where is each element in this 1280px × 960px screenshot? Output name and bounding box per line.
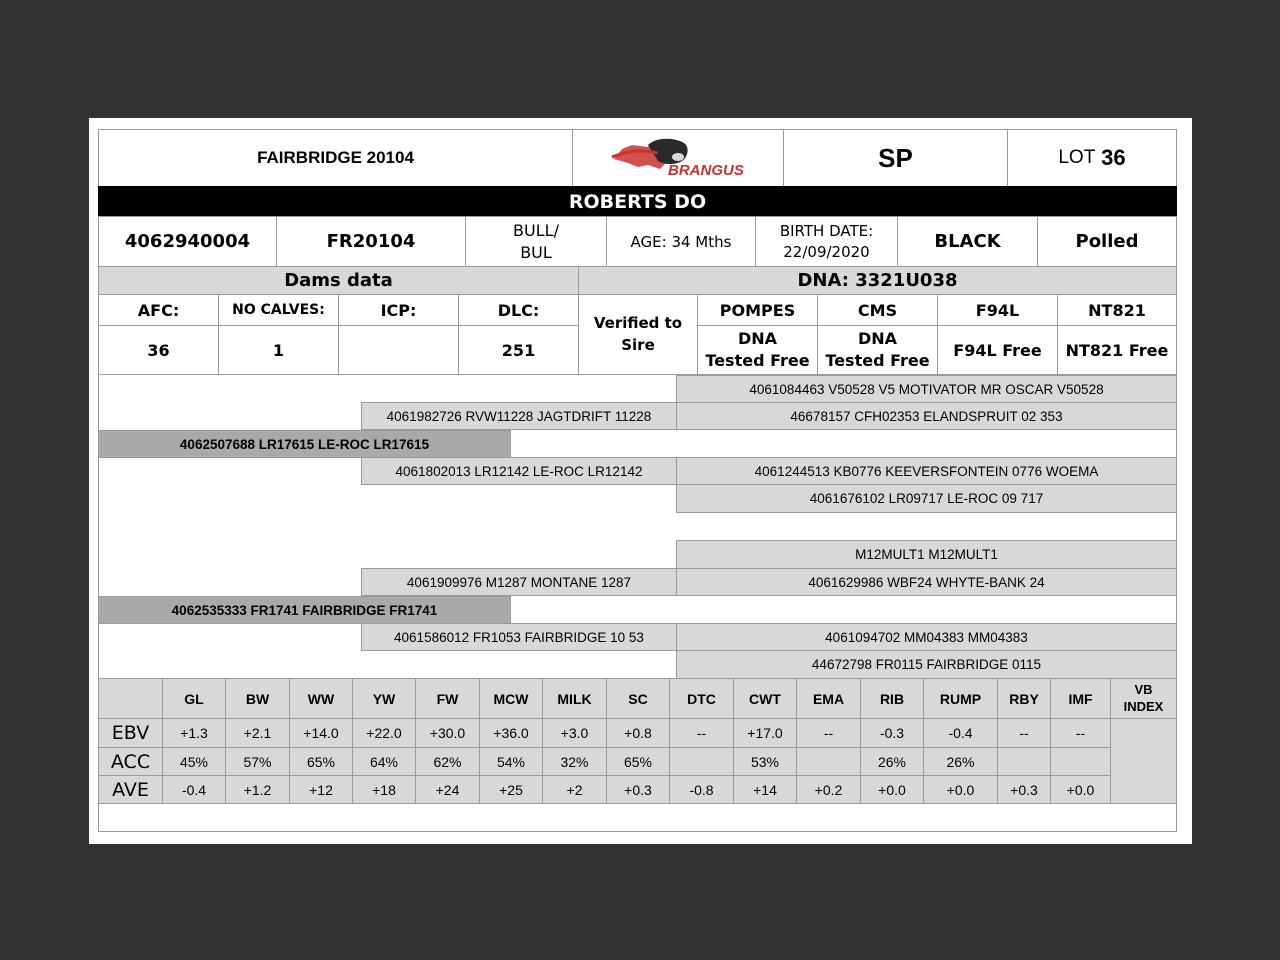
dlc-label: DLC: (458, 294, 579, 326)
pedigree-sire-sire-sire: 4061084463 V50528 V5 MOTIVATOR MR OSCAR V50528 (676, 375, 1177, 403)
ebv-cell-acc-sc: 65% (606, 747, 670, 776)
pedigree-sire-dam: 4061802013 LR12142 LE-ROC LR12142 (361, 457, 677, 485)
ebv-cell-ebv-rby: -- (997, 718, 1051, 748)
birth-date: BIRTH DATE: 22/09/2020 (755, 216, 898, 267)
ebv-cell-ave-milk: +2 (542, 775, 607, 804)
ebv-cell-acc-cwt: 53% (733, 747, 797, 776)
afc-value: 36 (98, 325, 219, 375)
bull-logo-icon (608, 135, 748, 181)
ebv-cell-acc-imf (1050, 747, 1111, 776)
ebv-cell-acc-mcw: 54% (479, 747, 543, 776)
ebv-col-rib: RIB (860, 678, 924, 719)
footer-row (98, 803, 1177, 832)
pedigree-dam-sire-sire: M12MULT1 M12MULT1 (676, 540, 1177, 569)
test-name-f94l: F94L (937, 294, 1058, 326)
ebv-cell-acc-dtc (669, 747, 734, 776)
pedigree-sire-sire-dam: 46678157 CFH02353 ELANDSPRUIT 02 353 (676, 402, 1177, 430)
ebv-col-cwt: CWT (733, 678, 797, 719)
svg-text:BRANGUS: BRANGUS (668, 162, 744, 179)
dna-title: DNA: 3321U038 (578, 266, 1177, 295)
ebv-col-yw: YW (352, 678, 416, 719)
ebv-col-fw: FW (415, 678, 480, 719)
pedigree-dam-sire-dam: 4061629986 WBF24 WHYTE-BANK 24 (676, 568, 1177, 596)
test-result-pompes: DNA Tested Free (697, 325, 818, 375)
ebv-cell-acc-rump: 26% (923, 747, 998, 776)
pedigree-sire-dam-sire: 4061244513 KB0776 KEEVERSFONTEIN 0776 WOEMA (676, 457, 1177, 485)
ebv-col-gl: GL (162, 678, 226, 719)
pedigree-sire-dam-dam: 4061676102 LR09717 LE-ROC 09 717 (676, 484, 1177, 513)
ebv-cell-ebv-sc: +0.8 (606, 718, 670, 748)
horn-status: Polled (1037, 216, 1177, 267)
icp-value (338, 325, 459, 375)
ebv-col-rby: RBY (997, 678, 1051, 719)
brangus-logo (572, 129, 784, 187)
ebv-cell-ebv-cwt: +17.0 (733, 718, 797, 748)
ebv-cell-acc-gl: 45% (162, 747, 226, 776)
ebv-cell-ave-ema: +0.2 (796, 775, 861, 804)
ebv-row-label-ave: AVE (98, 775, 163, 804)
ebv-cell-ebv-rib: -0.3 (860, 718, 924, 748)
ebv-cell-ebv-imf: -- (1050, 718, 1111, 748)
ebv-cell-ebv-bw: +2.1 (225, 718, 290, 748)
animal-name: FAIRBRIDGE 20104 (98, 129, 573, 187)
ebv-cell-acc-yw: 64% (352, 747, 416, 776)
ebv-cell-ebv-milk: +3.0 (542, 718, 607, 748)
test-result-nt821: NT821 Free (1057, 325, 1177, 375)
ebv-cell-ave-gl: -0.4 (162, 775, 226, 804)
animal-age: AGE: 34 Mths (606, 216, 756, 267)
ebv-cell-ave-fw: +24 (415, 775, 480, 804)
pedigree-dam-dam-dam: 44672798 FR0115 FAIRBRIDGE 0115 (676, 650, 1177, 679)
ebv-cell-ave-yw: +18 (352, 775, 416, 804)
ebv-col-milk: MILK (542, 678, 607, 719)
verified-to-sire: Verified to Sire (578, 294, 698, 375)
ebv-cell-acc-rby (997, 747, 1051, 776)
ebv-col-ema: EMA (796, 678, 861, 719)
ebv-cell-acc-rib: 26% (860, 747, 924, 776)
ebv-col-sc: SC (606, 678, 670, 719)
test-result-cms: DNA Tested Free (817, 325, 938, 375)
test-name-pompes: POMPES (697, 294, 818, 326)
ebv-cell-ave-dtc: -0.8 (669, 775, 734, 804)
ebv-cell-ebv-rump: -0.4 (923, 718, 998, 748)
ebv-cell-acc-milk: 32% (542, 747, 607, 776)
lot-prefix: LOT (1058, 147, 1096, 168)
ebv-cell-ebv-fw: +30.0 (415, 718, 480, 748)
test-name-cms: CMS (817, 294, 938, 326)
ebv-cell-ebv-ww: +14.0 (289, 718, 353, 748)
ebv-cell-ave-rby: +0.3 (997, 775, 1051, 804)
pedigree-sire: 4062507688 LR17615 LE-ROC LR17615 (98, 430, 511, 458)
test-result-f94l: F94L Free (937, 325, 1058, 375)
vb-index-header: VB INDEX (1110, 678, 1177, 719)
ebv-cell-ave-ww: +12 (289, 775, 353, 804)
ebv-header-corner (98, 678, 163, 719)
ebv-col-mcw: MCW (479, 678, 543, 719)
afc-label: AFC: (98, 294, 219, 326)
ebv-col-rump: RUMP (923, 678, 998, 719)
dams-data-title: Dams data (98, 266, 579, 295)
ebv-col-dtc: DTC (669, 678, 734, 719)
breed-code: SP (783, 129, 1008, 187)
dlc-value: 251 (458, 325, 579, 375)
pedigree-sire-sire: 4061982726 RVW11228 JAGTDRIFT 11228 (361, 402, 677, 430)
ebv-cell-ebv-yw: +22.0 (352, 718, 416, 748)
ebv-cell-acc-ema (796, 747, 861, 776)
test-name-nt821: NT821 (1057, 294, 1177, 326)
pedigree-dam: 4062535333 FR1741 FAIRBRIDGE FR1741 (98, 596, 511, 624)
colour: BLACK (897, 216, 1038, 267)
ebv-cell-ave-cwt: +14 (733, 775, 797, 804)
ebv-row-label-ebv: EBV (98, 718, 163, 748)
ebv-cell-ave-rump: +0.0 (923, 775, 998, 804)
ebv-cell-ave-sc: +0.3 (606, 775, 670, 804)
ebv-cell-ebv-mcw: +36.0 (479, 718, 543, 748)
no-calves-value: 1 (218, 325, 339, 375)
pedigree-dam-dam-sire: 4061094702 MM04383 MM04383 (676, 623, 1177, 651)
ebv-col-imf: IMF (1050, 678, 1111, 719)
owner-name: ROBERTS DO (98, 186, 1177, 217)
lot-number: 36 (1101, 145, 1126, 170)
ebv-cell-ebv-ema: -- (796, 718, 861, 748)
animal-tag: FR20104 (276, 216, 466, 267)
animal-sex: BULL/ BUL (465, 216, 607, 267)
animal-id: 4062940004 (98, 216, 277, 267)
ebv-cell-ave-bw: +1.2 (225, 775, 290, 804)
ebv-cell-ave-rib: +0.0 (860, 775, 924, 804)
icp-label: ICP: (338, 294, 459, 326)
ebv-cell-ave-imf: +0.0 (1050, 775, 1111, 804)
ebv-col-bw: BW (225, 678, 290, 719)
pedigree-dam-sire: 4061909976 M1287 MONTANE 1287 (361, 568, 677, 596)
lot-label (1007, 129, 1177, 187)
ebv-cell-ave-mcw: +25 (479, 775, 543, 804)
ebv-row-label-acc: ACC (98, 747, 163, 776)
pedigree-dam-dam: 4061586012 FR1053 FAIRBRIDGE 10 53 (361, 623, 677, 651)
ebv-cell-acc-ww: 65% (289, 747, 353, 776)
ebv-col-ww: WW (289, 678, 353, 719)
vb-index-value (1110, 718, 1177, 804)
ebv-cell-ebv-gl: +1.3 (162, 718, 226, 748)
ebv-cell-ebv-dtc: -- (669, 718, 734, 748)
no-calves-label: NO CALVES: (218, 294, 339, 326)
ebv-cell-acc-fw: 62% (415, 747, 480, 776)
ebv-cell-acc-bw: 57% (225, 747, 290, 776)
